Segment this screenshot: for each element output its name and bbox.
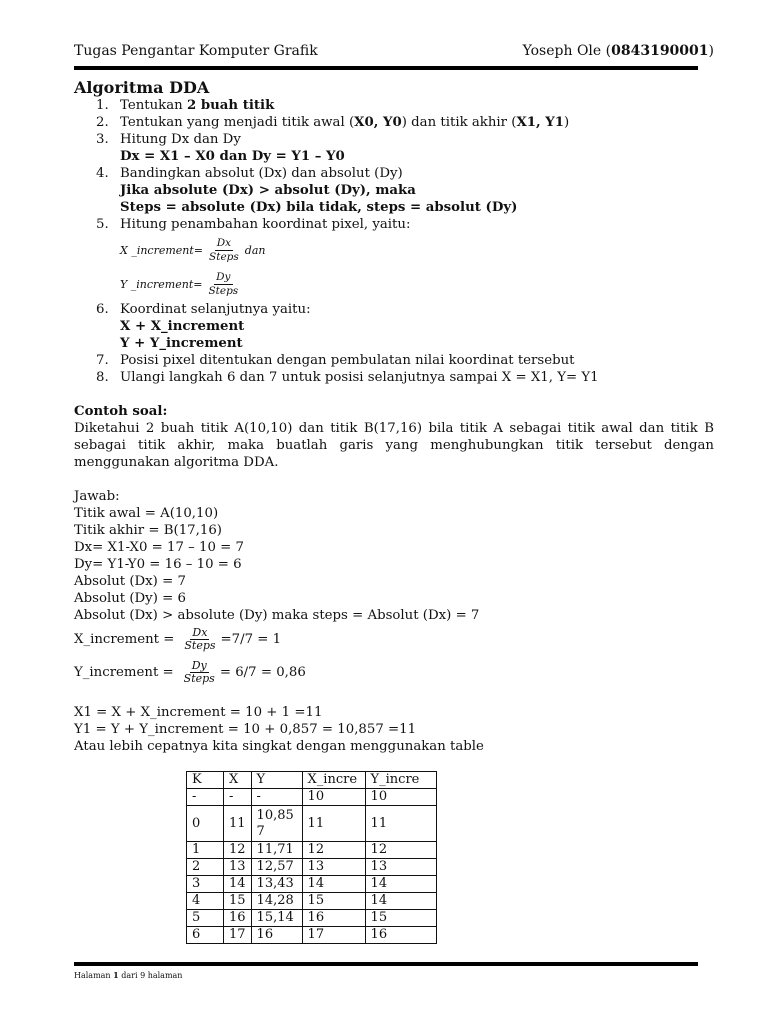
header-nim: 0843190001 xyxy=(611,43,709,59)
example-text: Diketahui 2 buah titik A(10,10) dan titik B(17,16) bila titik A sebagai titik awal dan titik B sebagai titik akhir, maka buatlah garis yang menghubungkan titik tersebut dengan menggunakan algoritma DDA. xyxy=(74,421,714,470)
table-row: 0 11 10,857 11 11 xyxy=(187,806,437,842)
y-increment-calc: Y_increment = Dy Steps = 6/7 = 0,86 xyxy=(74,658,306,685)
x-increment-calc: X_increment = Dx Steps =7/7 = 1 xyxy=(74,625,282,652)
step-8: 8. Ulangi langkah 6 dan 7 untuk posisi selanjutnya sampai X = X1, Y= Y1 xyxy=(96,370,599,385)
table-row: - - - 10 10 xyxy=(187,789,437,806)
y1-calc: Y1 = Y + Y_increment = 10 + 0,857 = 10,857 =11 xyxy=(74,722,417,737)
step-6: 6. Koordinat selanjutnya yaitu: xyxy=(96,302,311,317)
step-4-detail-2: Steps = absolute (Dx) bila tidak, steps = absolut (Dy) xyxy=(120,200,518,215)
algorithm-steps xyxy=(74,97,714,386)
page-footer: Halaman 1 dari 9 halaman xyxy=(74,970,183,980)
table-header-cell: X_incre xyxy=(302,772,365,789)
table-row: 3 14 13,43 14 14 xyxy=(187,876,437,893)
table-intro: Atau lebih cepatnya kita singkat dengan menggunakan table xyxy=(74,739,484,754)
table-row: 4 15 14,28 15 14 xyxy=(187,893,437,910)
step-7: 7. Posisi pixel ditentukan dengan pembulatan nilai koordinat tersebut xyxy=(96,353,575,368)
step-5: 5. Hitung penambahan koordinat pixel, yaitu: xyxy=(96,217,411,232)
table-header-row xyxy=(187,772,437,789)
answer-section xyxy=(74,488,714,755)
step-3: 3. Hitung Dx dan Dy xyxy=(96,132,241,147)
x1-calc: X1 = X + X_increment = 10 + 1 =11 xyxy=(74,705,323,720)
header-author: Yoseph Ole (0843190001) xyxy=(522,43,714,59)
table-row: 2 13 12,57 13 13 xyxy=(187,859,437,876)
formula-y-increment: Y _increment= $\frac{Dy}{\text{Steps}}$ xyxy=(120,270,239,297)
step-4-detail-1: Jika absolute (Dx) > absolut (Dy), maka xyxy=(120,183,416,198)
step-4: 4. Bandingkan absolut (Dx) dan absolut (Dy) xyxy=(96,166,403,181)
table-header-cell: X xyxy=(224,772,252,789)
example-section xyxy=(74,403,714,471)
table-row: 1 12 11,71 12 12 xyxy=(187,842,437,859)
step-3-detail: Dx = X1 – X0 dan Dy = Y1 – Y0 xyxy=(120,149,345,164)
dda-table xyxy=(186,771,437,944)
header-course: Tugas Pengantar Komputer Grafik xyxy=(74,43,318,59)
formula-x-increment: X _increment= $\frac{Dx}{\text{Steps}}$ dan xyxy=(120,236,266,263)
example-heading: Contoh soal: xyxy=(74,404,168,419)
table-header-cell: Y_incre xyxy=(365,772,436,789)
answer-line: Titik awal = A(10,10) xyxy=(74,506,219,521)
section-title: Algoritma DDA xyxy=(74,78,210,97)
answer-line: Absolut (Dy) = 6 xyxy=(74,591,186,606)
footer-rule xyxy=(74,962,698,966)
header-rule xyxy=(74,66,698,70)
answer-line: Dx= X1-X0 = 17 – 10 = 7 xyxy=(74,540,244,555)
answer-line: Absolut (Dx) > absolute (Dy) maka steps = Absolut (Dx) = 7 xyxy=(74,608,480,623)
table-header-cell: K xyxy=(187,772,224,789)
step-1: 1. Tentukan 2 buah titik xyxy=(96,98,275,113)
table-header-cell: Y xyxy=(251,772,302,789)
table-row: 5 16 15,14 16 15 xyxy=(187,910,437,927)
step-6-detail-2: Y + Y_increment xyxy=(120,336,243,351)
answer-line: Dy= Y1-Y0 = 16 – 10 = 6 xyxy=(74,557,242,572)
table-row: 6 17 16 17 16 xyxy=(187,927,437,944)
step-6-detail-1: X + X_increment xyxy=(120,319,245,334)
answer-line: Absolut (Dx) = 7 xyxy=(74,574,186,589)
step-2: 2. Tentukan yang menjadi titik awal (X0, Y0) dan titik akhir (X1, Y1) xyxy=(96,115,570,130)
answer-line: Titik akhir = B(17,16) xyxy=(74,523,222,538)
answer-line: Jawab: xyxy=(74,489,120,504)
